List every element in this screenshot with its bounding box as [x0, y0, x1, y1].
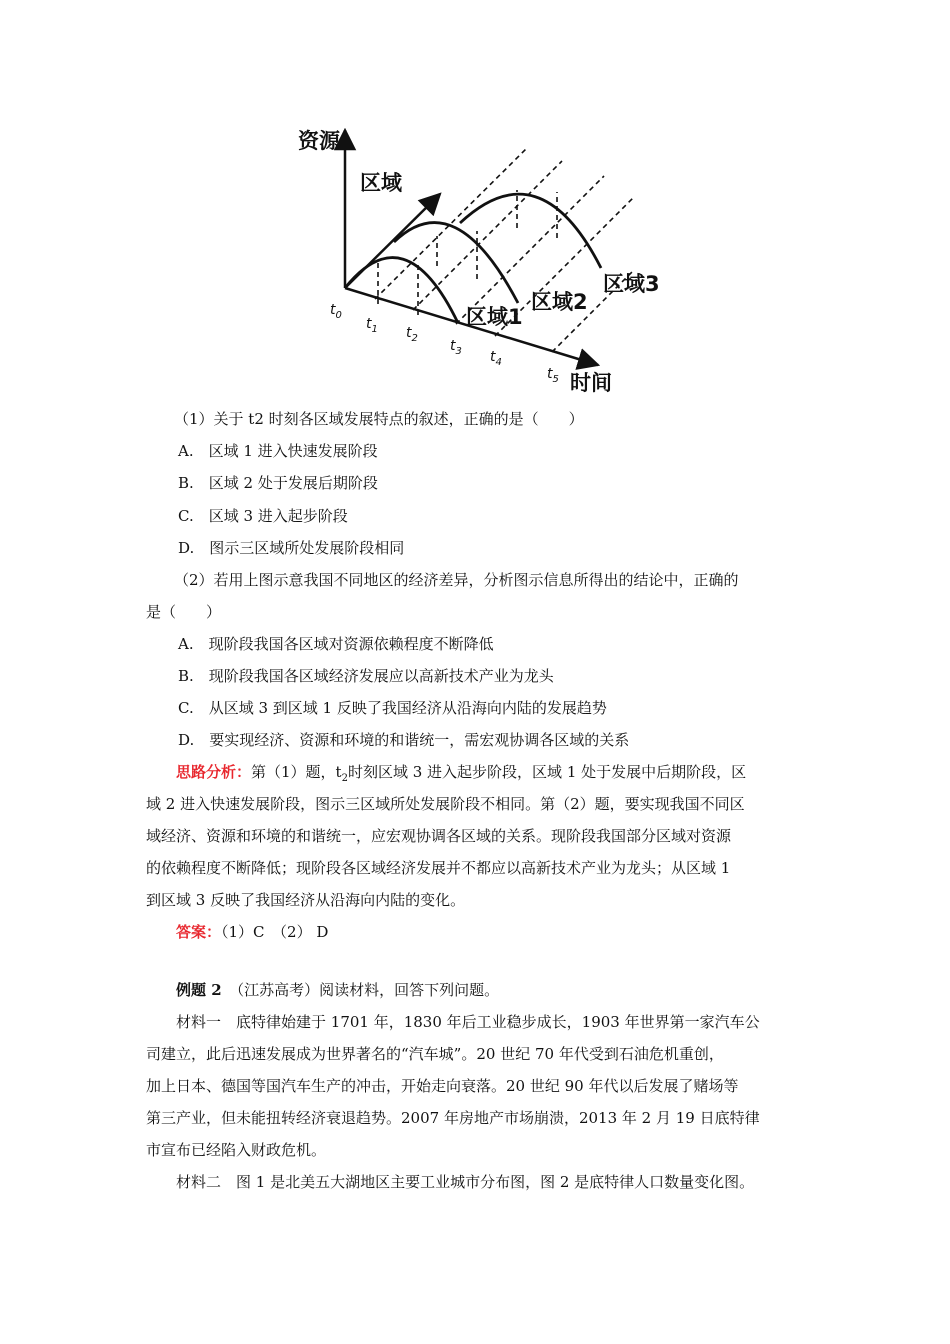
resource-axis-label: 资源 [298, 129, 340, 153]
q2-option-b: B. 现阶段我国各区域经济发展应以高新技术产业为龙头 [178, 667, 554, 685]
regional-development-diagram [290, 118, 660, 403]
material1-line-5: 市宣布已经陷入财政危机。 [146, 1141, 327, 1159]
analysis-line-1: 思路分析：第（1）题，$t_2$时刻区域 3 进入起步阶段，区域 1 处于发展中后期阶段，区 [176, 763, 747, 784]
time-axis-label: 时间 [570, 371, 612, 395]
tick-t4: $t_4$ [490, 349, 502, 368]
q1-option-a: A. 区域 1 进入快速发展阶段 [178, 442, 378, 460]
analysis-line-2: 域 2 进入快速发展阶段，图示三区域所处发展阶段不相同。第（2）题，要实现我国不同区 [146, 795, 745, 813]
answer-line [176, 922, 328, 942]
material1-line-1: 材料一 底特律始建于 1701 年，1830 年后工业稳步成长，1903 年世界第一家汽车公 [176, 1013, 760, 1031]
q1-option-c: C. 区域 3 进入起步阶段 [178, 507, 348, 525]
example2-title: （江苏高考）阅读材料，回答下列问题。 [221, 981, 500, 999]
analysis-line-3: 域经济、资源和环境的和谐统一，应宏观协调各区域的关系。现阶段我国部分区域对资源 [146, 827, 732, 845]
q1-option-d: D. 图示三区域所处发展阶段相同 [178, 539, 405, 557]
region-axis-label: 区域 [360, 171, 402, 195]
q1-stem: （1）关于 t2 时刻各区域发展特点的叙述，正确的是（ ） [174, 410, 584, 428]
material1-line-2: 司建立，此后迅速发展成为世界著名的“汽车城”。20 世纪 70 年代受到石油危机重创， [146, 1045, 724, 1063]
tick-t5: $t_5$ [547, 366, 559, 385]
tick-t2: $t_2$ [406, 325, 418, 344]
material1-line-4: 第三产业，但未能扭转经济衰退趋势。2007 年房地产市场崩溃，2013 年 2 月 19 日底特律 [146, 1109, 760, 1127]
analysis-line-4: 的依赖程度不断降低；现阶段各区域经济发展并不都应以高新技术产业为龙头；从区域 1 [146, 859, 731, 877]
q1-option-b: B. 区域 2 处于发展后期阶段 [178, 474, 378, 492]
curve-label-region-3: 区域3 [603, 272, 660, 296]
region-1-curve [345, 258, 458, 323]
material1-line-3: 加上日本、德国等国汽车生产的冲击，开始走向衰落。20 世纪 90 年代以后发展了赌场等 [146, 1077, 739, 1095]
q2-option-a: A. 现阶段我国各区域对资源依赖程度不断降低 [178, 635, 494, 653]
tick-t1: $t_1$ [366, 316, 378, 335]
answer-text: （1）C （2） D [221, 923, 329, 941]
curve-label-region-1: 区域1 [466, 305, 523, 329]
analysis-line-5: 到区域 3 反映了我国经济从沿海向内陆的变化。 [146, 891, 466, 909]
analysis-label: 思路分析： [176, 763, 252, 781]
example2-label: 例题 2 [176, 981, 222, 999]
tick-t0: $t_0$ [330, 302, 342, 321]
q2-stem-line1: （2）若用上图示意我国不同地区的经济差异，分析图示信息所得出的结论中，正确的 [174, 571, 739, 589]
material2-line-1: 材料二 图 1 是北美五大湖地区主要工业城市分布图，图 2 是底特律人口数量变化图。 [176, 1173, 755, 1191]
region-3-curve [460, 194, 601, 268]
q2-option-c: C. 从区域 3 到区域 1 反映了我国经济从沿海向内陆的发展趋势 [178, 699, 607, 717]
q2-option-d: D. 要实现经济、资源和环境的和谐统一，需宏观协调各区域的关系 [178, 731, 630, 749]
answer-label: 答案： [176, 923, 222, 941]
example2-heading [176, 980, 499, 1000]
curve-label-region-2: 区域2 [531, 290, 588, 314]
tick-t3: $t_3$ [450, 338, 462, 357]
q2-stem-line2: 是（ ） [146, 603, 222, 621]
